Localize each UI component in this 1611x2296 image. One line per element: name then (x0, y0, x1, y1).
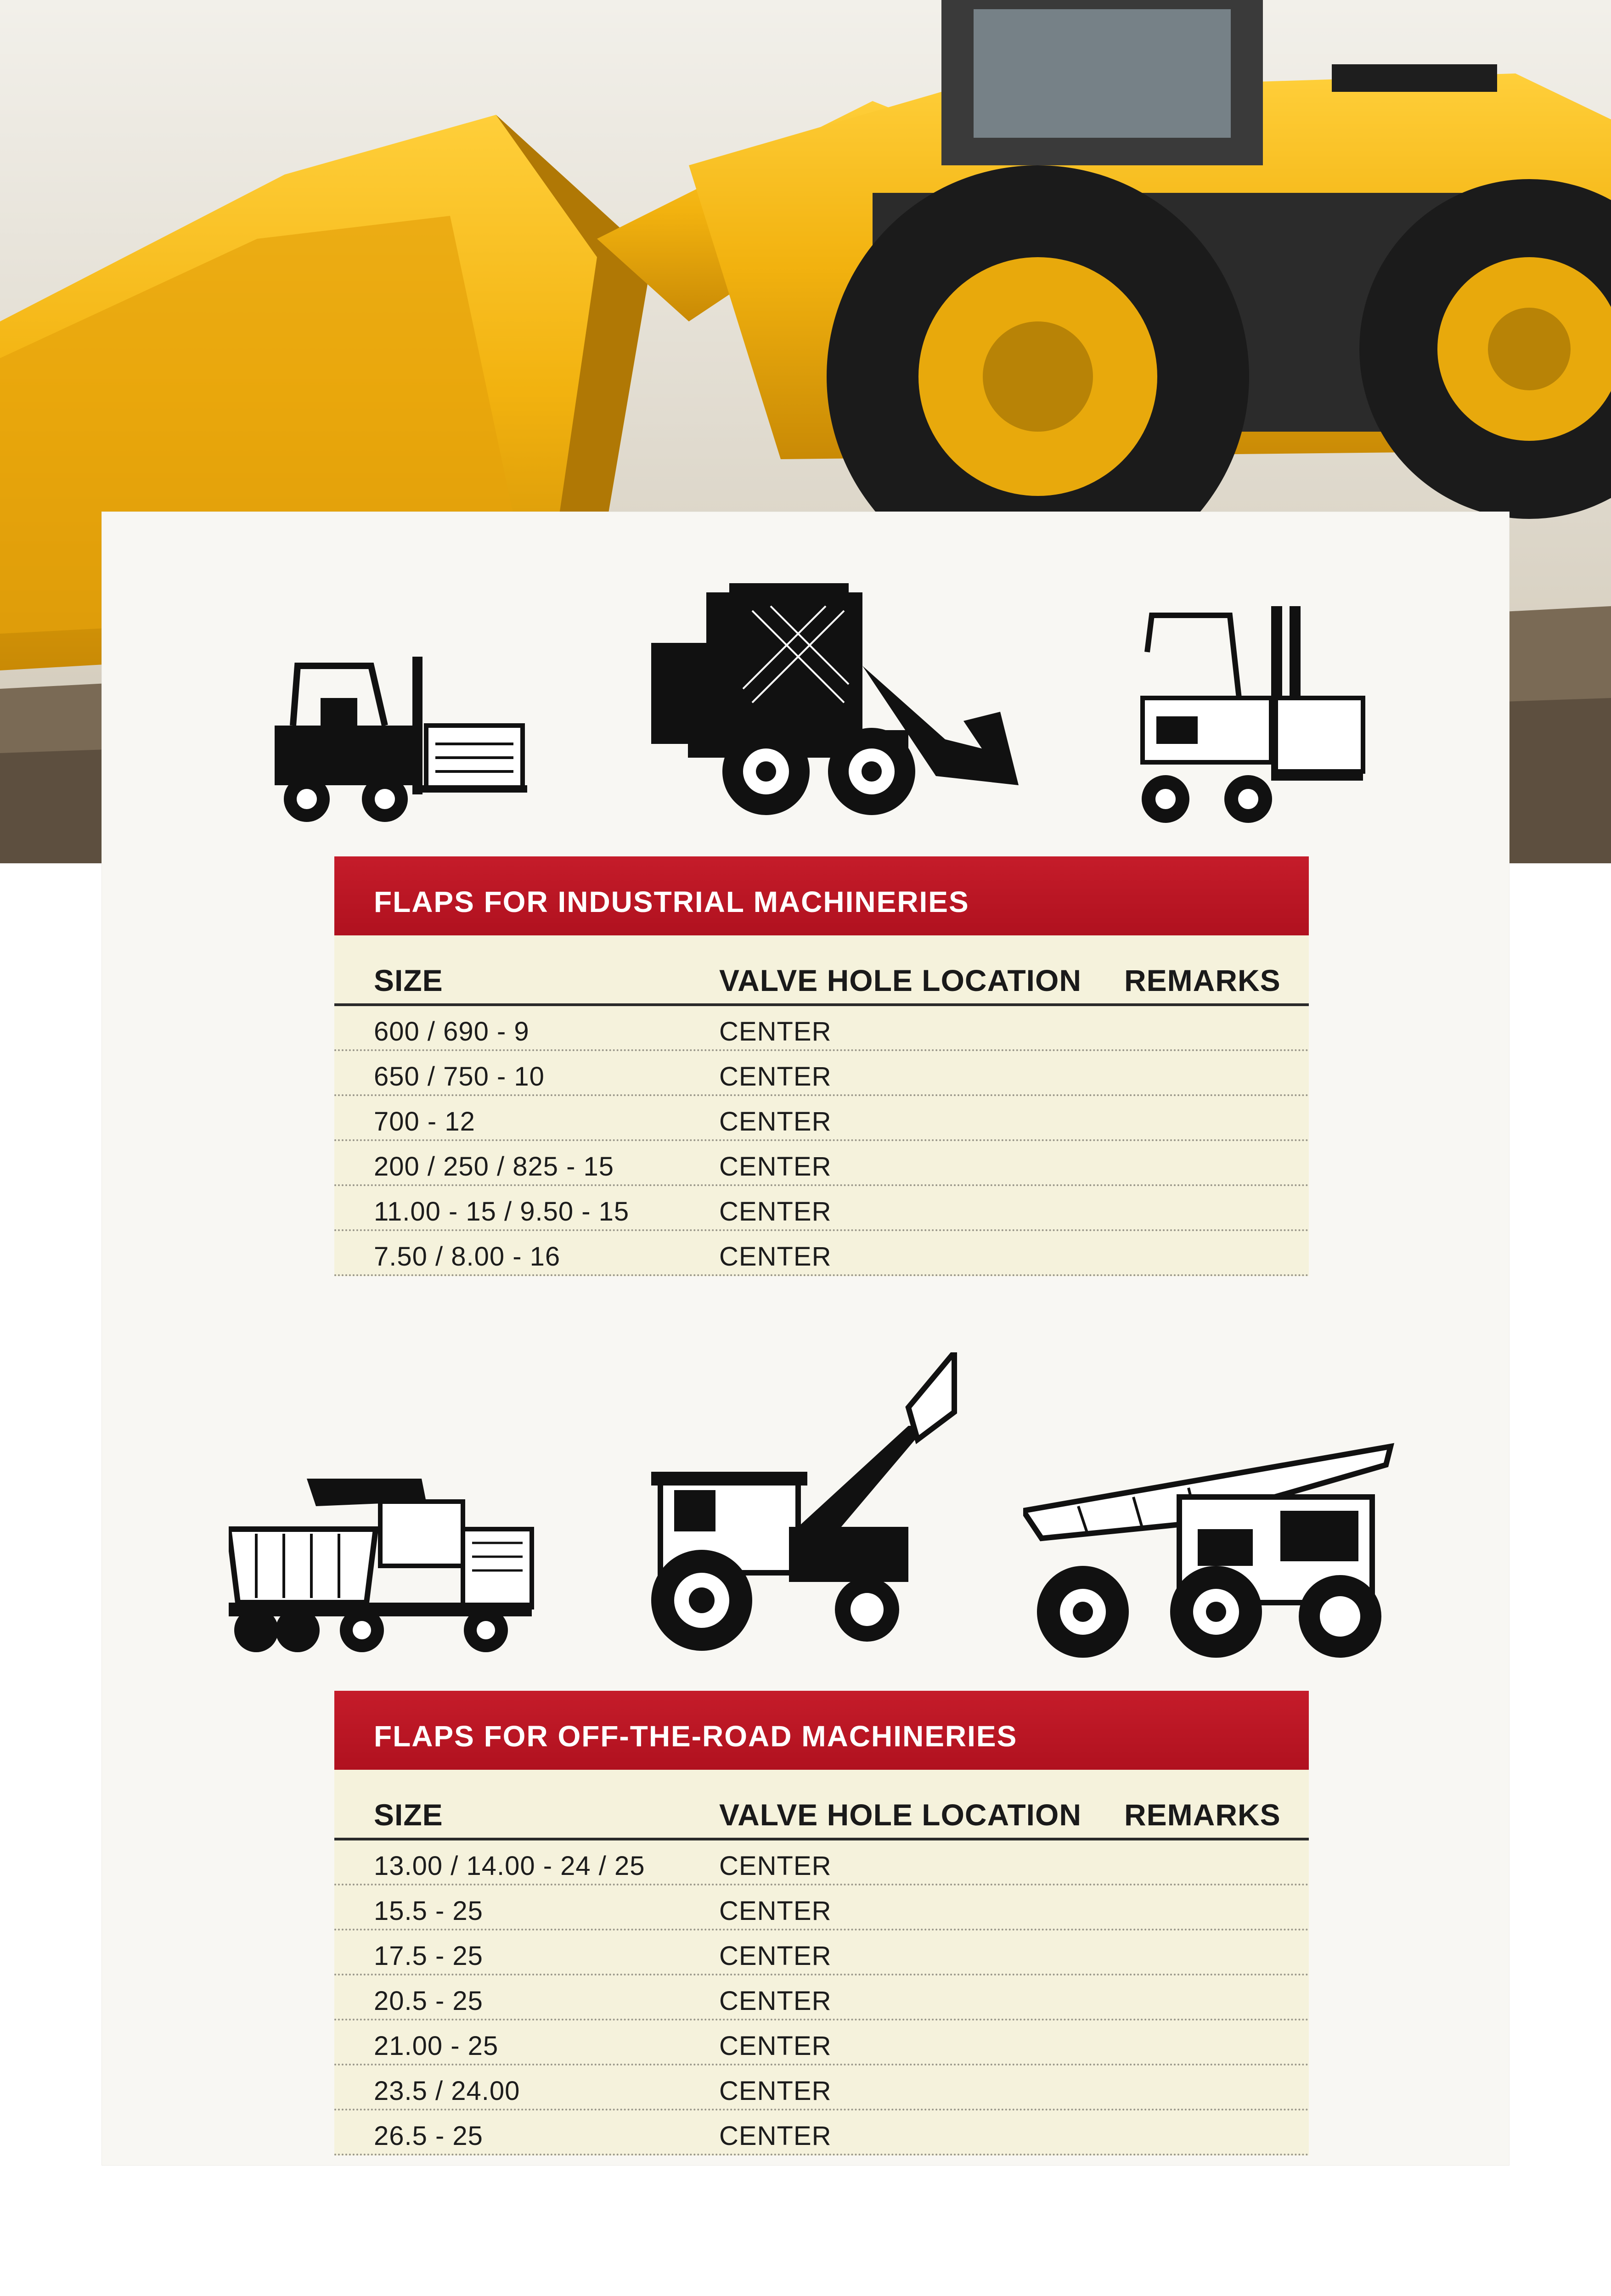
valve-cell: CENTER (719, 2076, 832, 2106)
column-header-valve-hole-location: VALVE HOLE LOCATION (719, 1798, 1082, 1832)
valve-cell: CENTER (719, 2121, 832, 2151)
skid-steer-loader-icon (651, 574, 1032, 822)
valve-cell: CENTER (719, 1017, 832, 1047)
size-cell: 200 / 250 / 825 - 15 (374, 1152, 614, 1182)
table-row (334, 1840, 1309, 1885)
size-cell: 7.50 / 8.00 - 16 (374, 1242, 561, 1272)
table-row (334, 1141, 1309, 1186)
valve-cell: CENTER (719, 1941, 832, 1971)
valve-cell: CENTER (719, 1242, 832, 1272)
column-header-size: SIZE (374, 963, 443, 997)
table-row (334, 2065, 1309, 2110)
size-cell: 13.00 / 14.00 - 24 / 25 (374, 1851, 645, 1881)
forklift-icon (265, 647, 532, 831)
table-row (334, 2110, 1309, 2155)
rough-terrain-forklift-icon (1138, 606, 1368, 827)
valve-cell: CENTER (719, 1062, 832, 1092)
size-cell: 21.00 - 25 (374, 2031, 499, 2061)
table-row (334, 1006, 1309, 1051)
column-header-size: SIZE (374, 1798, 443, 1832)
size-cell: 11.00 - 15 / 9.50 - 15 (374, 1197, 630, 1227)
size-cell: 700 - 12 (374, 1107, 475, 1137)
valve-cell: CENTER (719, 1851, 832, 1881)
dump-truck-icon (229, 1474, 536, 1658)
column-header-remarks: REMARKS (1124, 1798, 1281, 1832)
table-row (334, 1186, 1309, 1231)
table-row (334, 1975, 1309, 2020)
valve-cell: CENTER (719, 1986, 832, 2016)
size-cell: 17.5 - 25 (374, 1941, 483, 1971)
column-header-valve-hole-location: VALVE HOLE LOCATION (719, 963, 1082, 997)
otr-table-header (334, 1770, 1309, 1840)
off-the-road-flaps-table (334, 1691, 1309, 2155)
industrial-table-title: FLAPS FOR INDUSTRIAL MACHINERIES (374, 885, 969, 918)
column-header-remarks: REMARKS (1124, 963, 1281, 997)
table-row (334, 1051, 1309, 1096)
valve-cell: CENTER (719, 2031, 832, 2061)
size-cell: 650 / 750 - 10 (374, 1062, 545, 1092)
industrial-flaps-table (334, 856, 1309, 1276)
otr-table-banner (334, 1691, 1309, 1770)
size-cell: 15.5 - 25 (374, 1896, 483, 1926)
otr-table-body (334, 1770, 1309, 2155)
otr-table-title: FLAPS FOR OFF-THE-ROAD MACHINERIES (374, 1720, 1018, 1753)
mining-haul-truck-icon (1023, 1437, 1400, 1662)
industrial-table-body (334, 935, 1309, 1276)
valve-cell: CENTER (719, 1107, 832, 1137)
size-cell: 23.5 / 24.00 (374, 2076, 520, 2106)
industrial-table-header (334, 935, 1309, 1006)
valve-cell: CENTER (719, 1896, 832, 1926)
table-row (334, 1231, 1309, 1276)
industrial-table-banner (334, 856, 1309, 935)
size-cell: 26.5 - 25 (374, 2121, 483, 2151)
valve-cell: CENTER (719, 1152, 832, 1182)
size-cell: 20.5 - 25 (374, 1986, 483, 2016)
table-row (334, 1096, 1309, 1141)
valve-cell: CENTER (719, 1197, 832, 1227)
tractor-loader-icon (651, 1352, 963, 1655)
size-cell: 600 / 690 - 9 (374, 1017, 529, 1047)
table-row (334, 1930, 1309, 1975)
table-row (334, 1885, 1309, 1930)
table-row (334, 2020, 1309, 2065)
